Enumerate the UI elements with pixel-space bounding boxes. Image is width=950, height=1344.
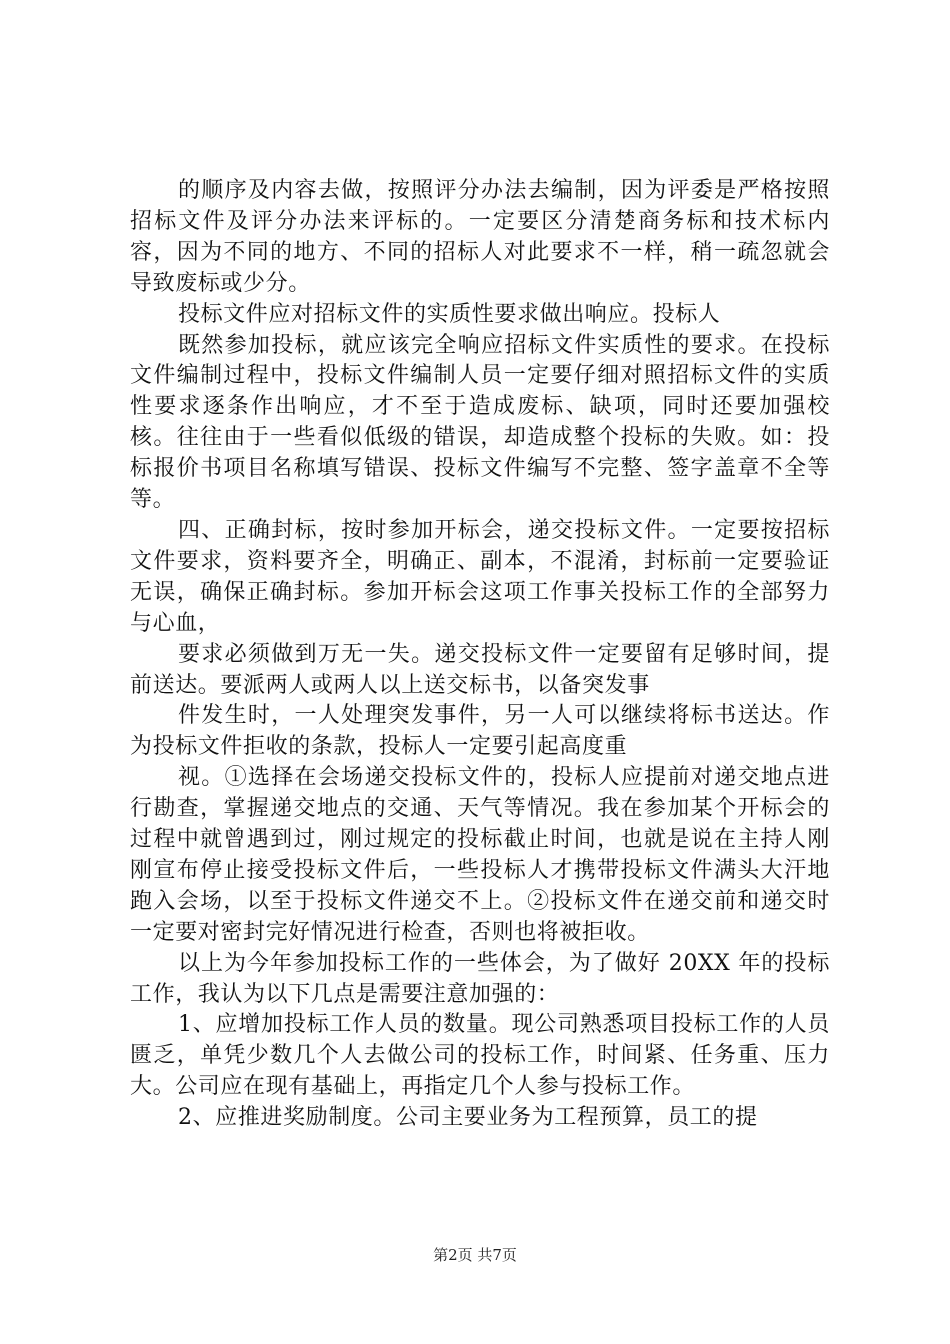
paragraph-6: 件发生时，一人处理突发事件，另一人可以继续将标书送达。作为投标文件拒收的条款，投标人一定要引起高度重 bbox=[130, 703, 830, 760]
paragraph-7: 视。①选择在会场递交投标文件的，投标人应提前对递交地点进行勘查，掌握递交地点的交通、天气等情况。我在参加某个开标会的过程中就曾遇到过，刚过规定的投标截止时间，也就是说在主持人刚刚宣布停止接受投标文件后，一些投标人才携带投标文件满头大汗地跑入会场，以至于投标文件递交不上。②投标文件在递交前和递交时一定要对密封完好情况进行检查，否则也将被拒收。 bbox=[130, 765, 830, 945]
paragraph-5: 要求必须做到万无一失。递交投标文件一定要留有足够时间，提前送达。要派两人或两人以上送交标书，以备突发事 bbox=[130, 641, 830, 698]
paragraph-9: 1、应增加投标工作人员的数量。现公司熟悉项目投标工作的人员匮乏，单凭少数几个人去做公司的投标工作，时间紧、任务重、压力大。公司应在现有基础上，再指定几个人参与投标工作。 bbox=[130, 1012, 830, 1100]
paragraph-10: 2、应推进奖励制度。公司主要业务为工程预算，员工的提 bbox=[178, 1105, 758, 1131]
page-footer bbox=[0, 1244, 950, 1265]
paragraph-2: 投标文件应对招标文件的实质性要求做出响应。投标人 bbox=[178, 301, 721, 327]
paragraph-4: 四、正确封标，按时参加开标会，递交投标文件。一定要按招标文件要求，资料要齐全，明确正、副本，不混淆，封标前一定要验证无误，确保正确封标。参加开标会这项工作事关投标工作的全部努力与心血， bbox=[130, 517, 830, 636]
document-body bbox=[130, 176, 830, 1134]
page-number-label: 第2页 共7页 bbox=[433, 1246, 517, 1264]
paragraph-1: 的顺序及内容去做，按照评分办法去编制，因为评委是严格按照招标文件及评分办法来评标的。一定要区分清楚商务标和技术标内容，因为不同的地方、不同的招标人对此要求不一样，稍一疏忽就会导致废标或少分。 bbox=[130, 178, 830, 296]
paragraph-8: 以上为今年参加投标工作的一些体会，为了做好 20XX 年的投标工作，我认为以下几点是需要注意加强的： bbox=[130, 950, 830, 1007]
paragraph-3: 既然参加投标，就应该完全响应招标文件实质性的要求。在投标文件编制过程中，投标文件编制人员一定要仔细对照招标文件的实质性要求逐条作出响应，才不至于造成废标、缺项，同时还要加强校核。往往由于一些看似低级的错误，却造成整个投标的失败。如：投标报价书项目名称填写错误、投标文件编写不完整、签字盖章不全等等。 bbox=[130, 332, 830, 513]
